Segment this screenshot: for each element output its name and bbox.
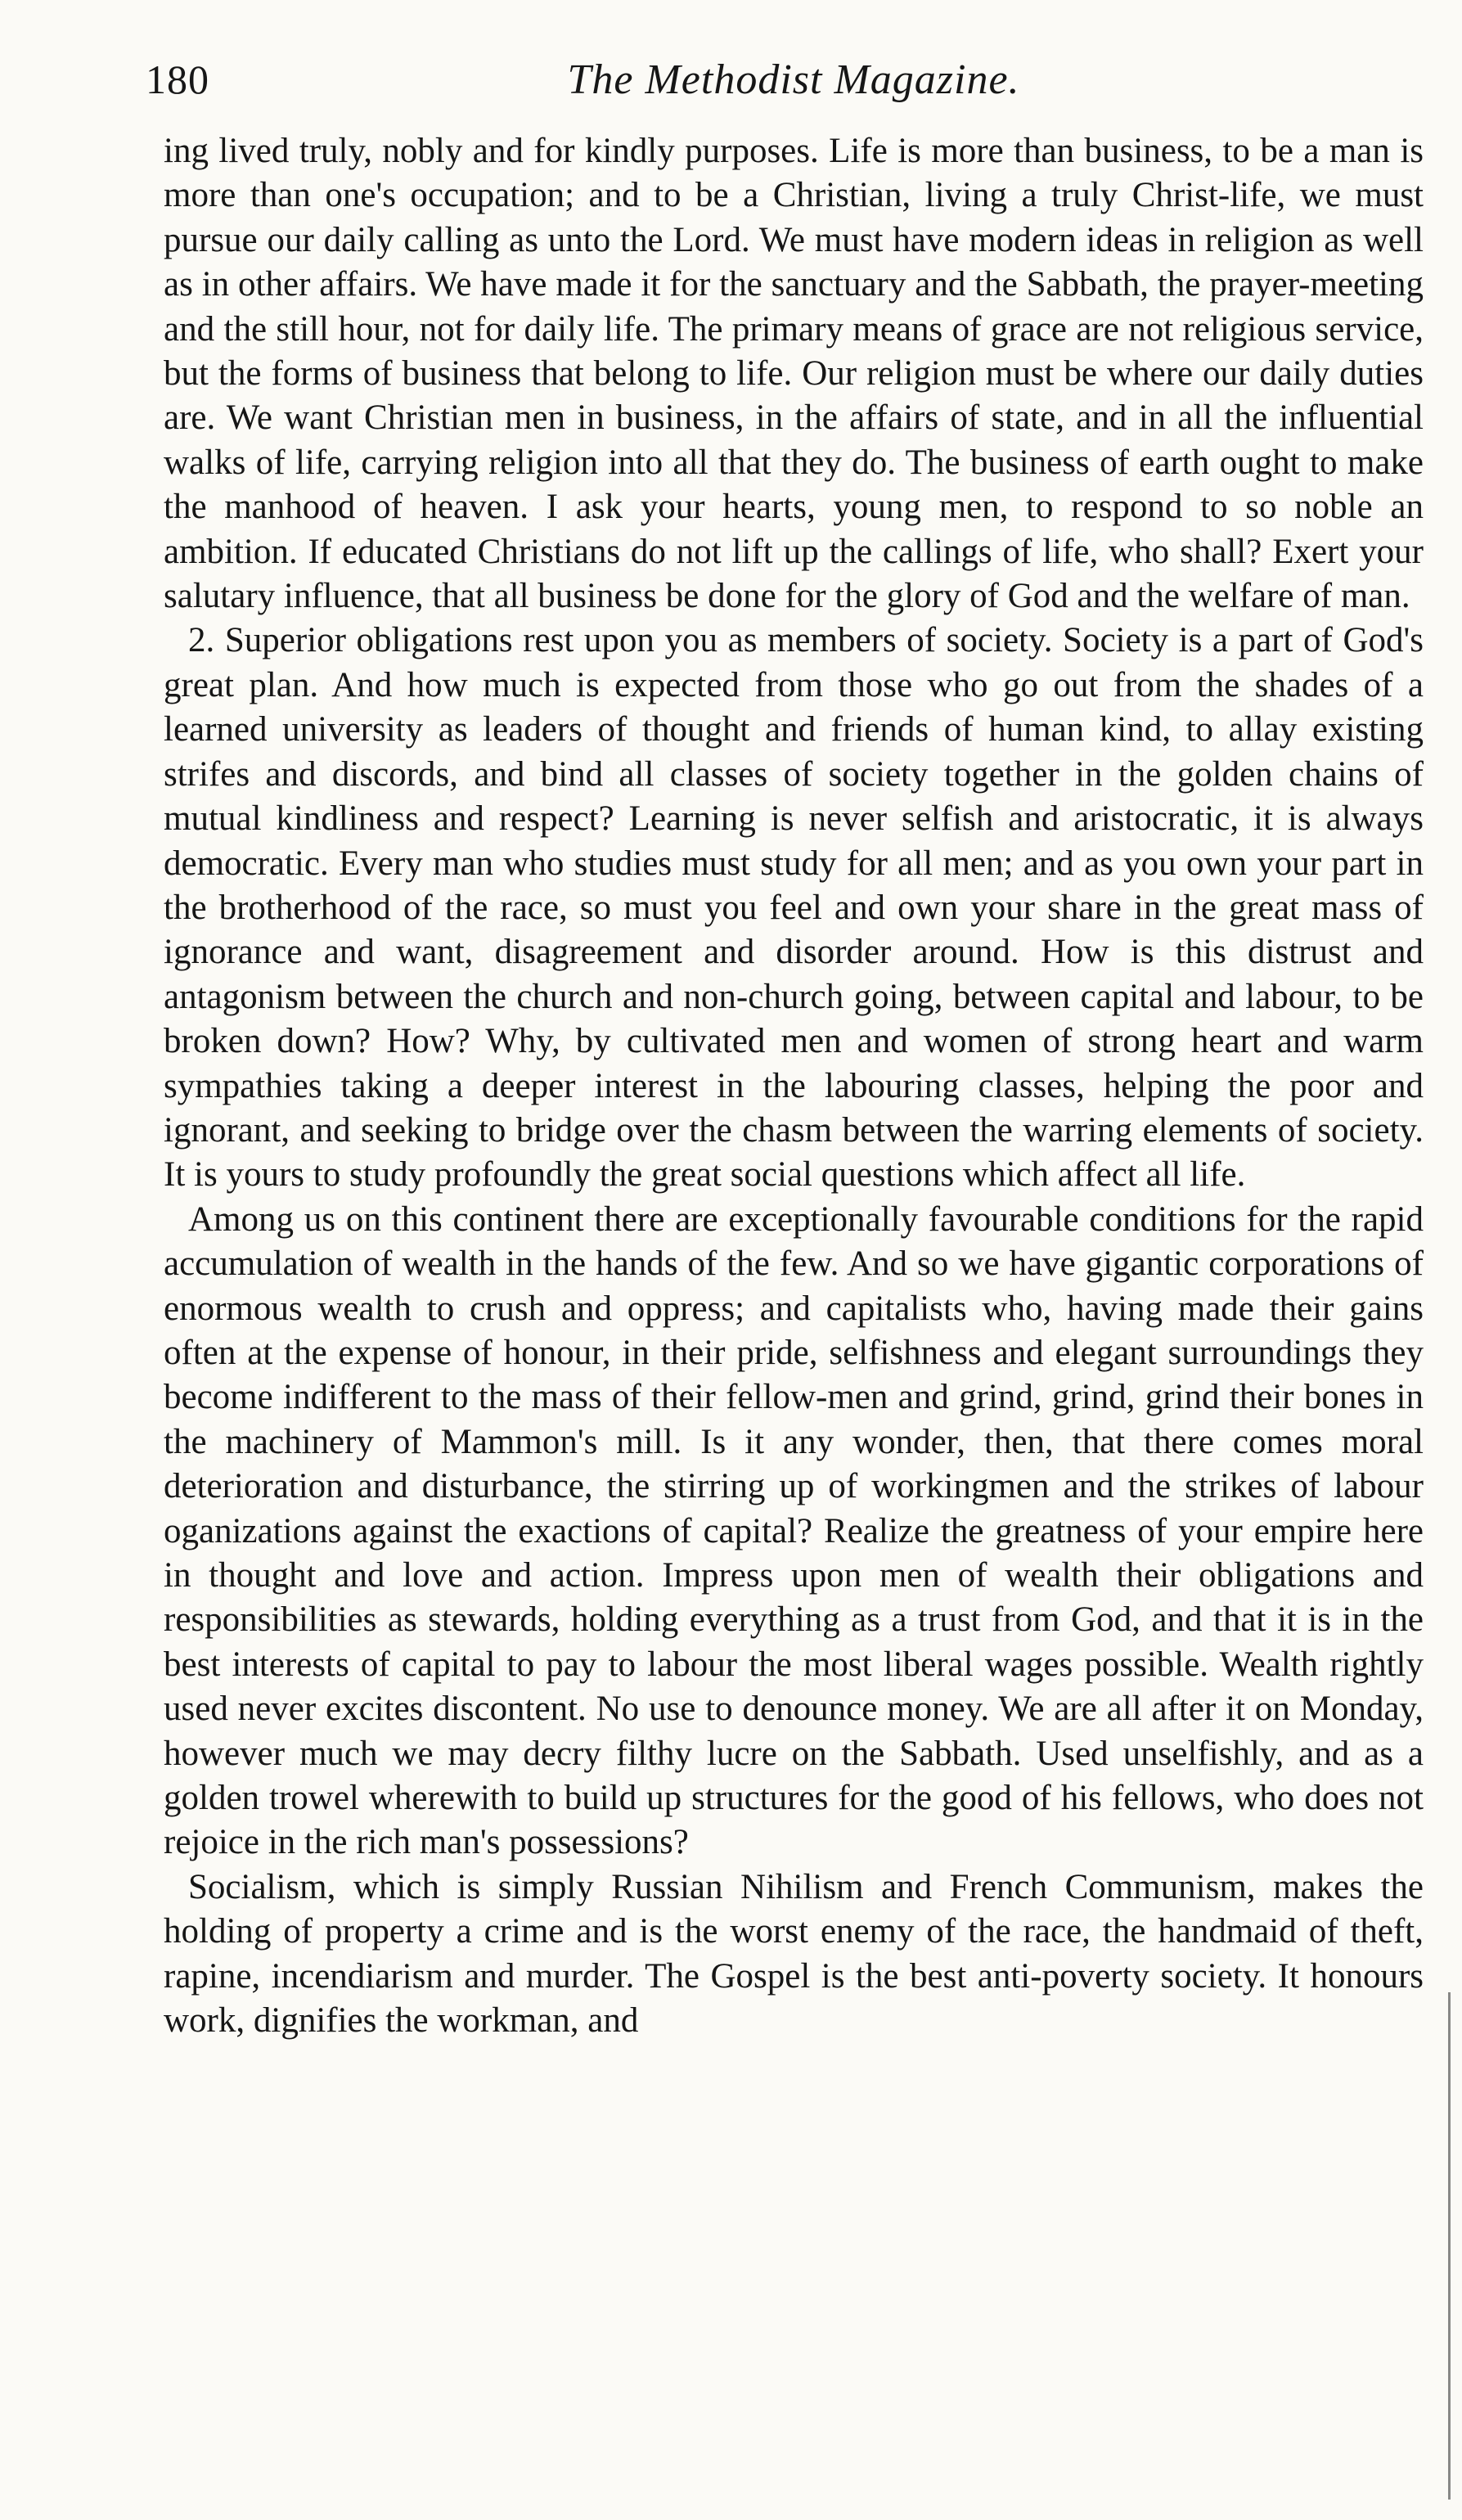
- page-number: 180: [146, 56, 209, 102]
- page-edge-shadow: [1448, 1992, 1451, 2500]
- article-body: [164, 129, 1424, 2043]
- paragraph-society: 2. Superior obligations rest upon you as members of society. Society is a part of God's great plan. And how much is expected from those who go out from the shades of a learned university as leaders of thought and friends of human kind, to allay existing strifes and discords, and bind all classes of society together in the golden chains of mutual kindliness and respect? Learning is never selfish and aristocratic, it is always democratic. Every man who studies must study for all men; and as you own your part in the brotherhood of the race, so must you feel and own your share in the great mass of ignorance and want, disagreement and disorder around. How is this distrust and antagonism between the church and non-church going, between capital and labour, to be broken down? How? Why, by cultivated men and women of strong heart and warm sympathies taking a deeper interest in the labouring classes, helping the poor and ignorant, and seeking to bridge over the chasm between the warring elements of society. It is yours to study profoundly the great social questions which affect all life.: [164, 621, 1424, 1195]
- running-title: The Methodist Magazine.: [567, 56, 1020, 103]
- paragraph-continuation: ing lived truly, nobly and for kindly purposes. Life is more than business, to be a man is more than one's occupation; and to be a Christian, living a truly Christ-life, we must pursue our daily calling as unto the Lord. We must have modern ideas in religion as well as in other affairs. We have made it for the sanctuary and the Sabbath, the prayer-meeting and the still hour, not for daily life. The primary means of grace are not religious service, but the forms of business that belong to life. Our religion must be where our daily duties are. We want Christian men in business, in the affairs of state, and in all the influential walks of life, carrying religion into all that they do. The business of earth ought to make the manhood of heaven. I ask your hearts, young men, to respond to so noble an ambition. If educated Christians do not lift up the callings of life, who shall? Exert your salutary influence, that all business be done for the glory of God and the welfare of man.: [164, 132, 1424, 616]
- paragraph-socialism: Socialism, which is simply Russian Nihilism and French Communism, makes the holding of property a crime and is the worst enemy of the race, the handmaid of theft, rapine, incendiarism and murder. The Gospel is the best anti-poverty society. It honours work, dignifies the workman, and: [164, 1867, 1424, 2041]
- magazine-page: [146, 51, 1424, 2043]
- page-header: [146, 51, 1424, 124]
- paragraph-wealth: Among us on this continent there are exceptionally favourable conditions for the rapid accumulation of wealth in the hands of the few. And so we have gigantic corporations of enormous wealth to crush and oppress; and capitalists who, having made their gains often at the expense of honour, in their pride, selfishness and elegant surroundings they become indifferent to the mass of their fellow-men and grind, grind, grind their bones in the machinery of Mammon's mill. Is it any wonder, then, that there comes moral deterioration and disturbance, the stirring up of workingmen and the strikes of labour oganizations against the exactions of capital? Realize the greatness of your empire here in thought and love and action. Impress upon men of wealth their obligations and responsibilities as stewards, holding everything as a trust from God, and that it is in the best interests of capital to pay to labour the most liberal wages possible. Wealth rightly used never excites discontent. No use to denounce money. We are all after it on Monday, however much we may decry filthy lucre on the Sabbath. Used unselfishly, and as a golden trowel wherewith to build up structures for the good of his fellows, who does not rejoice in the rich man's possessions?: [164, 1199, 1424, 1862]
